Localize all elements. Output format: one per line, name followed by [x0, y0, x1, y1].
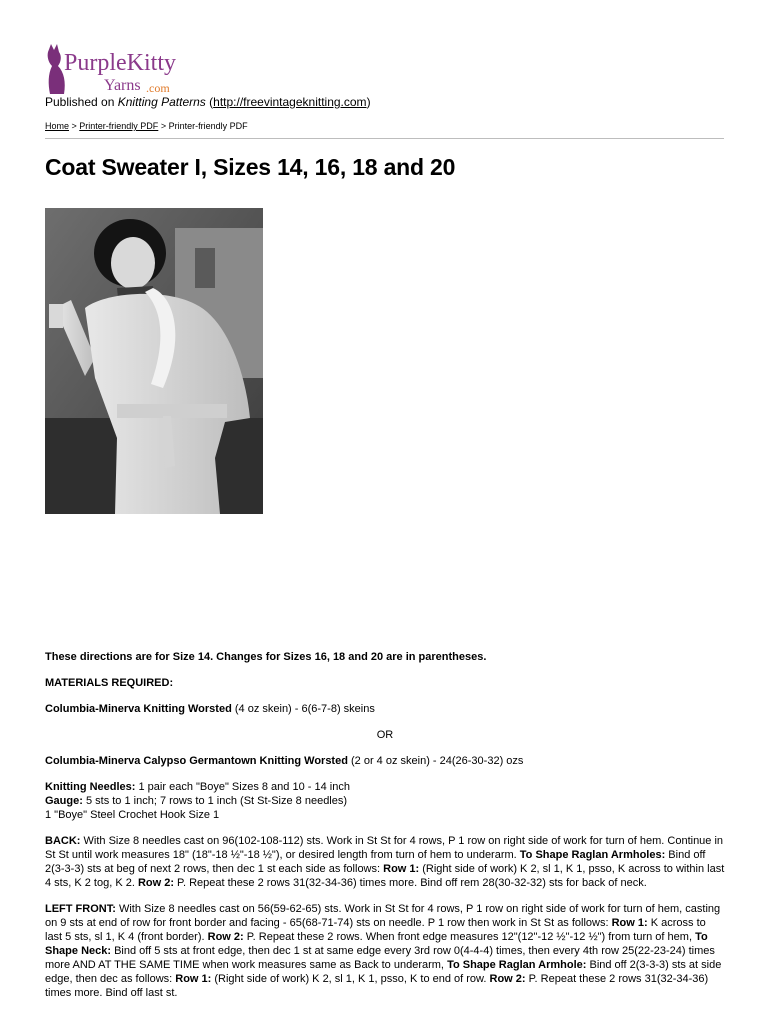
left-front-text: K across to last 5 sts, sl 1, K 4 (front border).	[45, 917, 706, 943]
purplekitty-logo	[44, 42, 194, 98]
intro-text: These directions are for Size 14. Changes for Sizes 16, 18 and 20 are in parentheses.	[45, 651, 487, 663]
logo-sub-text: Yarns	[104, 77, 141, 94]
left-front-bold: Row 2:	[207, 931, 244, 943]
back-text: With Size 8 needles cast on 96(102-108-112) sts. Work in St St for 4 rows, P 1 row on right side of work for turn of hem. Continue in St St until work measures 18" (18"-18 ½"-18 ½"), or desired length from turn of hem to underarm.	[45, 835, 724, 861]
yarn-1-detail: (4 oz skein) - 6(6-7-8) skeins	[231, 703, 375, 715]
header-divider	[45, 138, 724, 139]
left-front-bold: Row 2:	[489, 973, 526, 985]
left-front-text: P. Repeat these 2 rows 31(32-34-36) times more. Bind off last st.	[45, 973, 709, 999]
left-front-bold: Row 1:	[611, 917, 648, 929]
page-title: Coat Sweater I, Sizes 14, 16, 18 and 20	[45, 154, 456, 180]
cat-silhouette-icon	[48, 44, 65, 94]
left-front-text: Bind off 2(3-3-3) sts at side edge, then dec as follows:	[45, 959, 722, 985]
left-front-text: With Size 8 needles cast on 56(59-62-65) sts. Work in St St for 4 rows, P 1 row on right side of work for turn of hem, casting on 9 sts at end of row for front border and facing - 65(68-71-74) sts on needle. P 1 row then work in St St as follows:	[45, 903, 721, 929]
published-on-line	[45, 95, 371, 109]
back-text: (Right side of work) K 2, sl 1, K 1, psso, K across to within last 4 sts, K 2 tog, K 2.	[45, 863, 725, 889]
paren-open: (	[205, 95, 214, 109]
site-url-link[interactable]: http://freevintageknitting.com	[213, 95, 367, 109]
site-name: Knitting Patterns	[117, 95, 206, 109]
needles-text: 1 pair each "Boye" Sizes 8 and 10 - 14 inch	[135, 781, 350, 793]
left-front-bold: Row 1:	[175, 973, 212, 985]
paren-close: )	[366, 95, 371, 109]
materials-heading: MATERIALS REQUIRED:	[45, 677, 174, 689]
hook-text: 1 "Boye" Steel Crochet Hook Size 1	[45, 809, 220, 821]
back-text: P. Repeat these 2 rows 31(32-34-36) times more. Bind off rem 28(30-32-32) sts for back of neck.	[174, 877, 647, 889]
logo-tld-text: .com	[146, 81, 170, 95]
left-front-bold: To Shape Neck:	[45, 931, 708, 957]
back-bold: To Shape Raglan Armholes:	[519, 849, 666, 861]
yarn-option-2	[45, 754, 725, 768]
yarn-2-detail: (2 or 4 oz skein) - 24(26-30-32) ozs	[347, 755, 524, 767]
breadcrumb-home-link[interactable]: Home	[45, 121, 70, 131]
breadcrumb-pdf-link[interactable]: Printer-friendly PDF	[79, 121, 159, 131]
tools-block	[45, 780, 725, 822]
gauge-text: 5 sts to 1 inch; 7 rows to 1 inch (St St-Size 8 needles)	[82, 795, 348, 807]
back-bold: Row 1:	[383, 863, 420, 875]
left-front-section	[45, 902, 725, 1000]
breadcrumb-current: Printer-friendly PDF	[168, 121, 248, 131]
left-front-label: LEFT FRONT:	[45, 903, 116, 915]
published-prefix: Published on	[45, 95, 118, 109]
left-front-text: Bind off 5 sts at front edge, then dec 1 st at same edge every 3rd row 0(4-4-4) times, then every 4th row 25(22-23-24) times more AND AT THE SAME TIME when work measures same as Back to underarm,	[45, 945, 715, 971]
yarn-2-name: Columbia-Minerva Calypso Germantown Knitting Worsted	[45, 755, 348, 767]
yarn-option-1	[45, 702, 725, 716]
back-bold: Row 2:	[137, 877, 174, 889]
breadcrumb	[45, 121, 248, 131]
yarn-1-name: Columbia-Minerva Knitting Worsted	[45, 703, 232, 715]
or-separator: OR	[376, 729, 394, 741]
logo-main-text: PurpleKitty	[64, 50, 176, 76]
gauge-label: Gauge:	[45, 795, 83, 807]
back-text: Bind off 2(3-3-3) sts at beg of next 2 rows, then dec 1 st each side as follows:	[45, 849, 706, 875]
left-front-bold: To Shape Raglan Armhole:	[447, 959, 587, 971]
needles-label: Knitting Needles:	[45, 781, 136, 793]
back-section	[45, 834, 725, 890]
breadcrumb-separator: >	[69, 121, 80, 131]
pattern-instructions	[45, 650, 725, 1012]
breadcrumb-separator: >	[158, 121, 169, 131]
back-label: BACK:	[45, 835, 81, 847]
left-front-text: P. Repeat these 2 rows. When front edge measures 12"(12"-12 ½"-12 ½") from turn of hem,	[243, 931, 696, 943]
left-front-text: (Right side of work) K 2, sl 1, K 1, psso, K to end of row.	[211, 973, 490, 985]
pattern-photo	[45, 208, 263, 514]
